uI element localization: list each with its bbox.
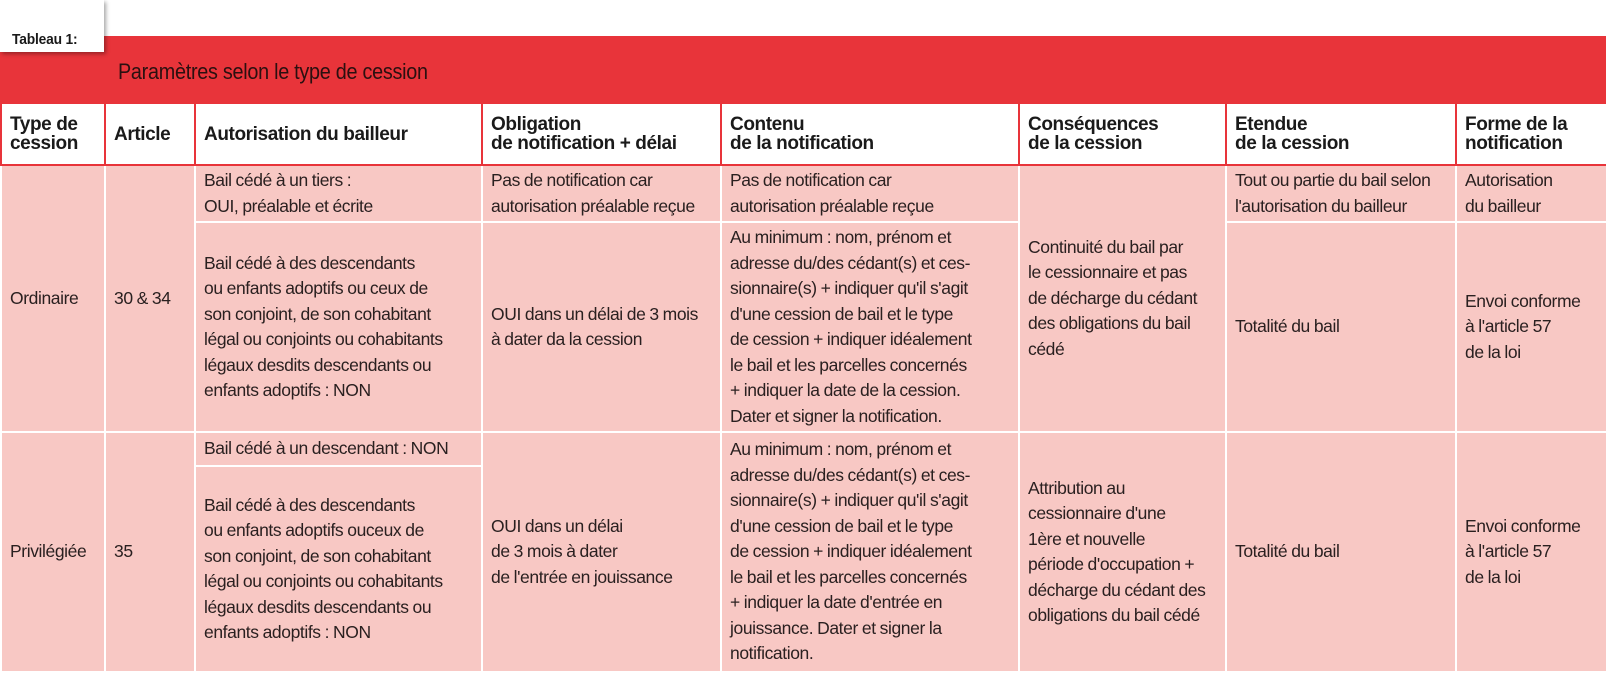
text-line: jouissance. Dater et signer la bbox=[730, 617, 942, 638]
table-number-tag bbox=[0, 0, 104, 52]
header-etendue bbox=[1226, 103, 1456, 165]
table-row bbox=[1, 222, 1606, 432]
cell-consequences-ordinaire bbox=[1019, 165, 1226, 432]
text-line: autorisation préalable reçue bbox=[491, 195, 695, 216]
text-line: Type de bbox=[10, 114, 78, 135]
text-line: le cessionnaire et pas bbox=[1028, 262, 1187, 283]
header-forme bbox=[1456, 103, 1606, 165]
text-line: de l'entrée en jouissance bbox=[491, 566, 673, 587]
header-consequences bbox=[1019, 103, 1226, 165]
cell-obligation-ordinaire-b bbox=[482, 222, 721, 432]
text-line: légal ou conjoints ou cohabitants bbox=[204, 571, 443, 591]
text-line: d'une cession de bail et le type bbox=[730, 515, 953, 536]
text-line: obligations du bail cédé bbox=[1028, 605, 1200, 625]
text-line: ou enfants adoptifs ouceux de bbox=[204, 520, 424, 540]
text-line: adresse du/des cédant(s) et ces- bbox=[730, 464, 971, 485]
text-line: notification. bbox=[730, 643, 814, 664]
text-line: cession bbox=[10, 133, 78, 154]
text-line: Dater et signer la notification. bbox=[730, 405, 942, 426]
text-line: de cession + indiquer idéalement bbox=[730, 541, 972, 562]
text-line: notification bbox=[1465, 133, 1563, 154]
text-line: Autorisation bbox=[1465, 170, 1553, 190]
text-line: Article bbox=[114, 123, 171, 145]
text-line: de cession + indiquer idéalement bbox=[730, 329, 972, 349]
text-line: légaux desdits descendants ou bbox=[204, 596, 432, 617]
cell-forme-ordinaire-b bbox=[1456, 222, 1606, 432]
text-line: Obligation bbox=[491, 114, 581, 135]
text-line: Forme de la bbox=[1465, 114, 1568, 135]
text-line: légaux desdits descendants ou bbox=[204, 354, 432, 375]
cell-contenu-ordinaire-a bbox=[721, 165, 1019, 222]
text-line: Etendue bbox=[1235, 114, 1308, 135]
header-article bbox=[105, 103, 195, 165]
cell-type-ordinaire: Ordinaire bbox=[1, 165, 105, 432]
text-line: OUI, préalable et écrite bbox=[204, 195, 373, 216]
cell-forme-ordinaire-a bbox=[1456, 165, 1606, 222]
text-line: Totalité du bail bbox=[1235, 541, 1340, 562]
cell-autorisation-ordinaire-b bbox=[195, 222, 482, 432]
text-line: du bailleur bbox=[1465, 195, 1541, 216]
cell-autorisation-ordinaire-a bbox=[195, 165, 482, 222]
table-row bbox=[1, 432, 1606, 466]
text-line: de 3 mois à dater bbox=[491, 541, 618, 562]
header-autorisation bbox=[195, 103, 482, 165]
text-line: de la notification bbox=[730, 133, 874, 154]
text-line: cessionnaire d'une bbox=[1028, 503, 1166, 523]
text-line: l'autorisation du bailleur bbox=[1235, 195, 1407, 216]
text-line: Bail cédé à un tiers : bbox=[204, 170, 352, 190]
cell-consequences-privilegiee bbox=[1019, 432, 1226, 672]
text-line: de la cession bbox=[1235, 133, 1350, 154]
text-line: de la loi bbox=[1465, 566, 1521, 587]
cell-article-privilegiee: 35 bbox=[105, 432, 195, 672]
text-line: Attribution au bbox=[1028, 477, 1126, 498]
text-line: de notification + délai bbox=[491, 133, 677, 154]
text-line: Pas de notification car bbox=[491, 170, 653, 190]
text-line: son conjoint, de son cohabitant bbox=[204, 545, 431, 566]
text-line: enfants adoptifs : NON bbox=[204, 380, 371, 400]
cell-etendue-privilegiee bbox=[1226, 432, 1456, 672]
text-line: Envoi conforme bbox=[1465, 515, 1581, 536]
header-contenu bbox=[721, 103, 1019, 165]
text-line: de décharge du cédant bbox=[1028, 287, 1198, 308]
cession-parameters-table bbox=[0, 102, 1606, 673]
cell-etendue-ordinaire-b bbox=[1226, 222, 1456, 432]
text-line: 1ère et nouvelle bbox=[1028, 528, 1146, 549]
text-line: Autorisation du bailleur bbox=[204, 123, 408, 145]
text-line: à l'article 57 bbox=[1465, 316, 1552, 337]
text-line: sionnaire(s) + indiquer qu'il s'agit bbox=[730, 490, 968, 511]
cell-article-ordinaire: 30 & 34 bbox=[105, 165, 195, 432]
cell-obligation-ordinaire-a bbox=[482, 165, 721, 222]
text-line: des obligations du bail bbox=[1028, 313, 1191, 334]
text-line: décharge du cédant des bbox=[1028, 579, 1206, 600]
table-number-label: Tableau 1: bbox=[12, 31, 78, 48]
text-line: OUI dans un délai bbox=[491, 515, 623, 536]
header-row bbox=[1, 103, 1606, 165]
text-line: Envoi conforme bbox=[1465, 290, 1581, 311]
text-line: Au minimum : nom, prénom et bbox=[730, 439, 952, 460]
text-line: ou enfants adoptifs ou ceux de bbox=[204, 278, 428, 298]
text-line: Bail cédé à des descendants bbox=[204, 494, 415, 515]
text-line: enfants adoptifs : NON bbox=[204, 622, 371, 642]
text-line: Bail cédé à des descendants bbox=[204, 252, 415, 273]
table-title: Paramètres selon le type de cession bbox=[118, 59, 428, 84]
text-line: adresse du/des cédant(s) et ces- bbox=[730, 252, 971, 273]
text-line: Continuité du bail par bbox=[1028, 236, 1184, 257]
cell-contenu-ordinaire-b bbox=[721, 222, 1019, 432]
text-line: le bail et les parcelles concernés bbox=[730, 354, 967, 375]
header-type bbox=[1, 103, 105, 165]
text-line: cédé bbox=[1028, 338, 1065, 359]
text-line: Tout ou partie du bail selon bbox=[1235, 170, 1431, 190]
text-line: Au minimum : nom, prénom et bbox=[730, 227, 952, 247]
text-line: Conséquences bbox=[1028, 114, 1159, 135]
text-line: + indiquer la date d'entrée en bbox=[730, 592, 943, 613]
text-line: de la loi bbox=[1465, 341, 1521, 362]
text-line: Contenu bbox=[730, 114, 805, 135]
text-line: de la cession bbox=[1028, 133, 1143, 154]
cell-autorisation-privilegiee-a bbox=[195, 432, 482, 466]
cell-obligation-privilegiee bbox=[482, 432, 721, 672]
text-line: d'une cession de bail et le type bbox=[730, 303, 953, 324]
cell-type-privilegiee: Privilégiée bbox=[1, 432, 105, 672]
text-line: le bail et les parcelles concernés bbox=[730, 566, 967, 587]
header-obligation bbox=[482, 103, 721, 165]
text-line: Pas de notification car bbox=[730, 170, 892, 190]
text-line: légal ou conjoints ou cohabitants bbox=[204, 329, 443, 349]
text-line: OUI dans un délai de 3 mois bbox=[491, 303, 699, 324]
text-line: Bail cédé à un descendant : NON bbox=[204, 438, 449, 459]
table-row bbox=[1, 165, 1606, 222]
text-line: période d'occupation + bbox=[1028, 554, 1195, 574]
cell-etendue-ordinaire-a bbox=[1226, 165, 1456, 222]
text-line: à dater da la cession bbox=[491, 329, 643, 349]
text-line: sionnaire(s) + indiquer qu'il s'agit bbox=[730, 278, 968, 298]
text-line: à l'article 57 bbox=[1465, 541, 1552, 562]
text-line: autorisation préalable reçue bbox=[730, 195, 934, 216]
cell-forme-privilegiee bbox=[1456, 432, 1606, 672]
text-line: Totalité du bail bbox=[1235, 316, 1340, 337]
cell-autorisation-privilegiee-b bbox=[195, 466, 482, 672]
cell-contenu-privilegiee bbox=[721, 432, 1019, 672]
title-banner bbox=[0, 36, 1606, 102]
text-line: son conjoint, de son cohabitant bbox=[204, 303, 431, 324]
text-line: + indiquer la date de la cession. bbox=[730, 380, 961, 400]
